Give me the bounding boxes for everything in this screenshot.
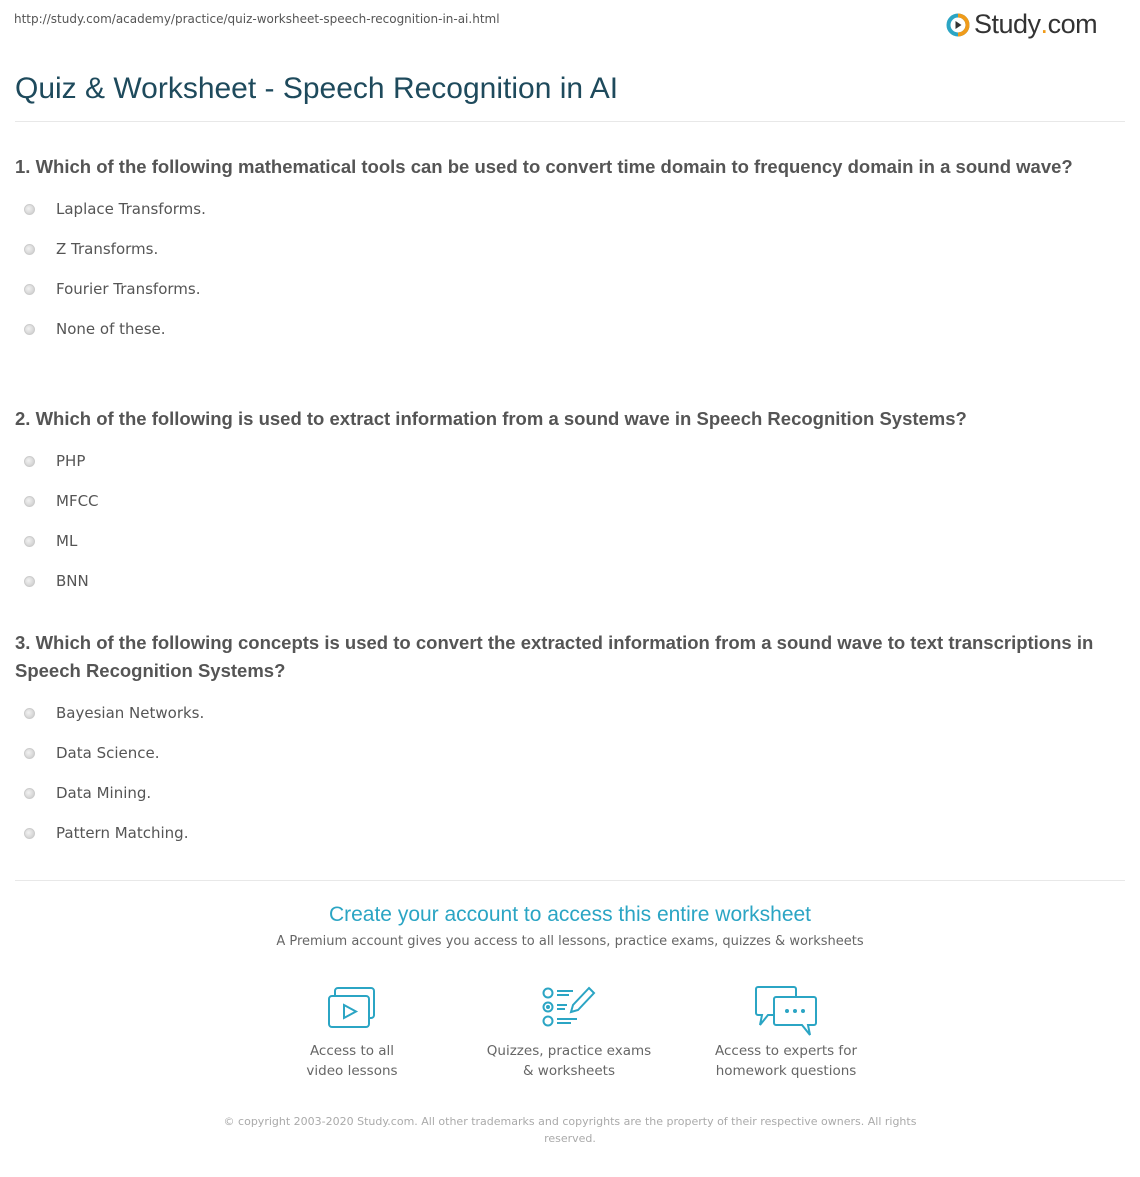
feature-video-lessons (252, 985, 452, 1081)
radio-icon[interactable] (24, 788, 35, 799)
question-2 (15, 405, 1105, 601)
radio-icon[interactable] (24, 496, 35, 507)
question-1 (15, 153, 1105, 349)
question-text: 1. Which of the following mathematical tools can be used to convert time domain to frequency domain in a sound wave? (15, 156, 1073, 177)
chat-bubbles-icon (754, 985, 818, 1037)
study-logo[interactable] (946, 9, 1097, 40)
logo-suffix: com (1047, 9, 1098, 39)
radio-icon[interactable] (24, 284, 35, 295)
divider (15, 121, 1125, 122)
feature-line: homework questions (715, 1063, 857, 1079)
divider (15, 880, 1125, 881)
logo-dot: . (1040, 9, 1048, 39)
radio-icon[interactable] (24, 456, 35, 467)
copyright: © copyright 2003-2020 Study.com. All other trademarks and copyrights are the property of their respective owners. All rights reserved. (223, 1115, 917, 1145)
feature-line: & worksheets (522, 1063, 615, 1079)
video-lessons-icon (326, 985, 378, 1029)
feature-experts (686, 985, 886, 1081)
feature-line: Access to all (309, 1043, 395, 1059)
answer-option[interactable] (15, 269, 1105, 309)
option-label: Z Transforms. (56, 240, 159, 258)
answer-option[interactable] (15, 733, 1105, 773)
question-text: 3. Which of the following concepts is used to convert the extracted information from a sound wave to text transcriptions in Speech Recognition Systems? (15, 632, 1094, 681)
radio-icon[interactable] (24, 204, 35, 215)
radio-icon[interactable] (24, 536, 35, 547)
option-label: BNN (56, 572, 89, 590)
page-title: Quiz & Worksheet - Speech Recognition in AI (15, 72, 619, 105)
quiz-checklist-icon (541, 985, 597, 1029)
option-label: Laplace Transforms. (56, 200, 206, 218)
answer-option[interactable] (15, 189, 1105, 229)
option-label: Fourier Transforms. (56, 280, 201, 298)
option-label: ML (56, 532, 78, 550)
radio-icon[interactable] (24, 576, 35, 587)
logo-text: Study (974, 9, 1041, 39)
feature-line: Quizzes, practice exams (486, 1043, 652, 1059)
option-label: Data Science. (56, 744, 160, 762)
answer-option[interactable] (15, 441, 1105, 481)
answer-option[interactable] (15, 561, 1105, 601)
answer-option[interactable] (15, 521, 1105, 561)
page-url: http://study.com/academy/practice/quiz-worksheet-speech-recognition-in-ai.html (14, 12, 500, 26)
option-label: Pattern Matching. (56, 824, 189, 842)
answer-option[interactable] (15, 481, 1105, 521)
feature-line: video lessons (306, 1063, 398, 1079)
play-logo-icon (946, 13, 970, 37)
question-3 (15, 629, 1105, 853)
option-label: Data Mining. (56, 784, 152, 802)
answer-option[interactable] (15, 309, 1105, 349)
radio-icon[interactable] (24, 748, 35, 759)
option-label: MFCC (56, 492, 99, 510)
create-account-link[interactable]: Create your account to access this entire worksheet (328, 903, 812, 926)
answer-option[interactable] (15, 813, 1105, 853)
question-text: 2. Which of the following is used to extract information from a sound wave in Speech Recognition Systems? (15, 408, 967, 429)
feature-quizzes (469, 985, 669, 1081)
option-label: None of these. (56, 320, 166, 338)
radio-icon[interactable] (24, 324, 35, 335)
premium-subtitle: A Premium account gives you access to all lessons, practice exams, quizzes & worksheets (276, 934, 864, 949)
option-label: PHP (56, 452, 86, 470)
radio-icon[interactable] (24, 244, 35, 255)
option-label: Bayesian Networks. (56, 704, 205, 722)
answer-option[interactable] (15, 773, 1105, 813)
radio-icon[interactable] (24, 828, 35, 839)
answer-option[interactable] (15, 229, 1105, 269)
answer-option[interactable] (15, 693, 1105, 733)
radio-icon[interactable] (24, 708, 35, 719)
feature-line: Access to experts for (714, 1043, 857, 1059)
